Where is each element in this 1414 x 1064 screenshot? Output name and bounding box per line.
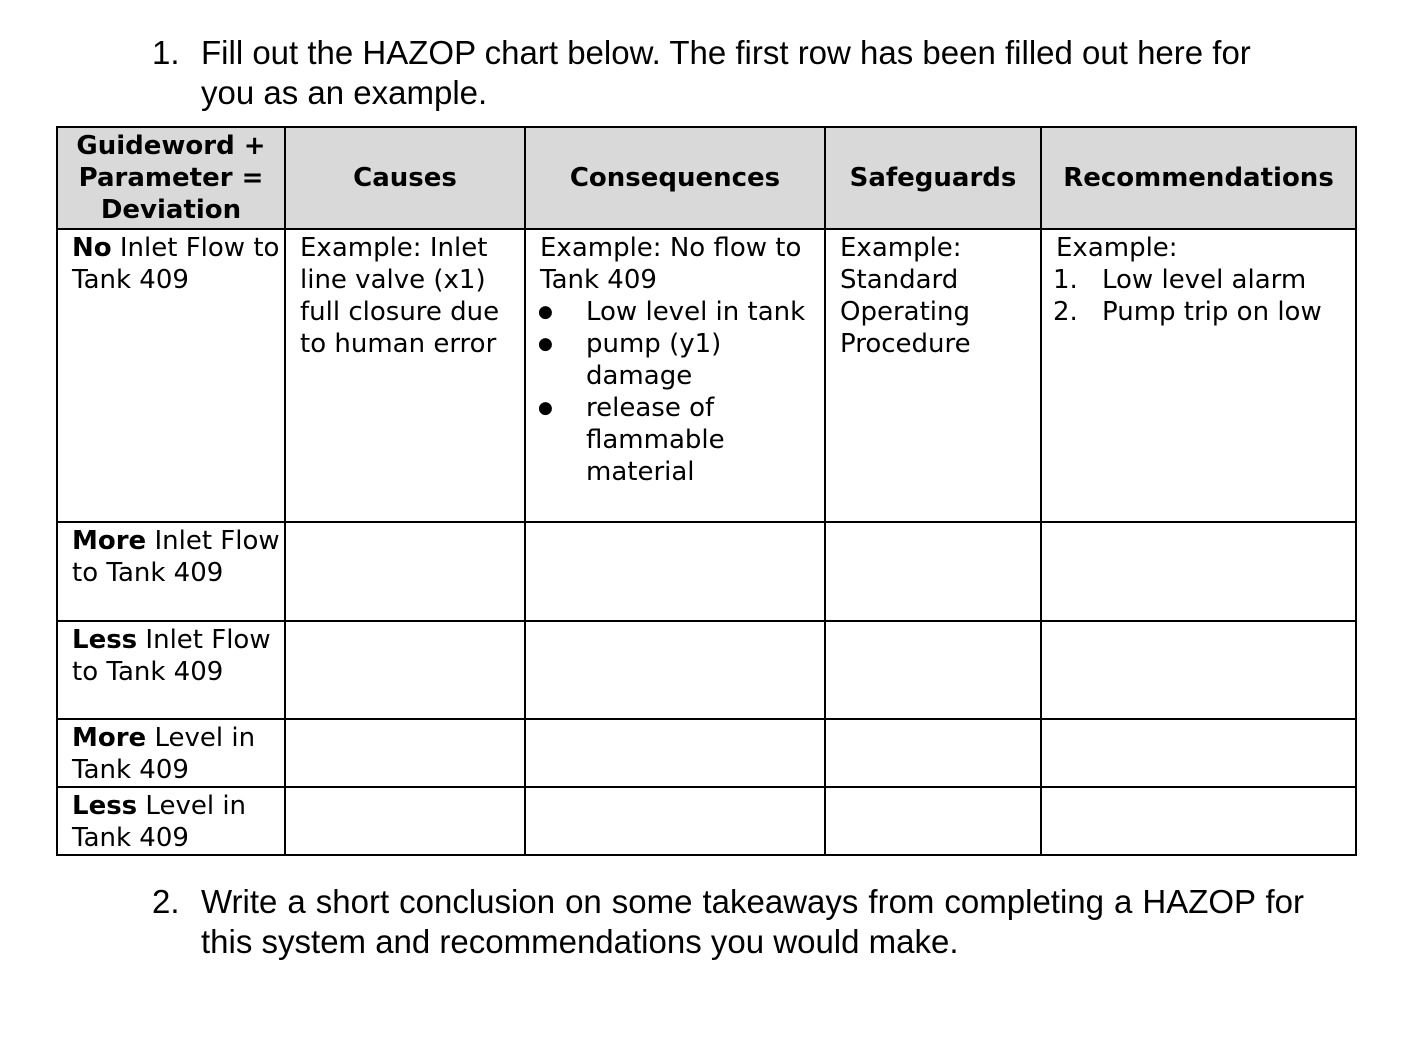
safeguards-cell[interactable] — [825, 787, 1041, 855]
list-item: ● release of flammable material — [540, 392, 824, 488]
recommendations-cell[interactable] — [1041, 787, 1356, 855]
deviation-text: Inlet Flow to Tank 409 — [72, 526, 280, 588]
causes-cell[interactable] — [285, 787, 525, 855]
safeguards-cell: Example: Standard Operating Procedure — [825, 229, 1041, 522]
consequences-cell[interactable] — [525, 787, 825, 855]
question-2-number: 2. — [152, 883, 180, 920]
consequences-cell — [525, 229, 825, 522]
header-consequences: Consequences — [525, 127, 825, 229]
causes-cell[interactable] — [285, 719, 525, 787]
guideword: More — [72, 526, 147, 556]
deviation-cell — [57, 522, 285, 621]
safeguards-cell[interactable] — [825, 522, 1041, 621]
question-1-number: 1. — [152, 34, 180, 71]
list-item: ● Low level in tank — [540, 296, 824, 328]
guideword: No — [72, 233, 112, 263]
guideword: Less — [72, 625, 138, 655]
deviation-text: Level in Tank 409 — [72, 723, 256, 785]
deviation-text: Inlet Flow to Tank 409 — [72, 625, 271, 687]
list-item: 2. Pump trip on low — [1053, 297, 1322, 327]
recommendations-cell[interactable] — [1041, 522, 1356, 621]
header-recommendations: Recommendations — [1041, 127, 1356, 229]
header-deviation: Guideword + Parameter = Deviation — [57, 127, 285, 229]
safeguards-cell[interactable] — [825, 621, 1041, 719]
table-row — [57, 522, 1356, 621]
table-row — [57, 719, 1356, 787]
consequences-intro: Example: No flow to Tank 409 — [540, 233, 802, 295]
deviation-cell — [57, 787, 285, 855]
consequences-cell[interactable] — [525, 522, 825, 621]
recommendations-list — [1053, 264, 1355, 328]
deviation-cell — [57, 229, 285, 522]
causes-cell[interactable] — [285, 522, 525, 621]
deviation-text: Level in Tank 409 — [72, 791, 247, 853]
deviation-cell — [57, 719, 285, 787]
header-row — [57, 127, 1356, 229]
list-item: 1. Low level alarm — [1053, 265, 1307, 295]
guideword: Less — [72, 791, 138, 821]
table-row — [57, 229, 1356, 522]
consequences-list — [540, 296, 824, 488]
causes-cell: Example: Inlet line valve (x1) full closure due to human error — [285, 229, 525, 522]
deviation-text: Inlet Flow to Tank 409 — [72, 233, 280, 295]
header-safeguards: Safeguards — [825, 127, 1041, 229]
question-2-text: Write a short conclusion on some takeaways from completing a HAZOP for this system and recommendations you would make. — [201, 883, 1304, 960]
question-1-text: Fill out the HAZOP chart below. The first row has been filled out here for you as an example. — [201, 34, 1251, 111]
hazop-table — [56, 126, 1357, 856]
causes-cell[interactable] — [285, 621, 525, 719]
safeguards-cell[interactable] — [825, 719, 1041, 787]
recommendations-intro: Example: — [1056, 233, 1178, 263]
table-row — [57, 787, 1356, 855]
deviation-cell — [57, 621, 285, 719]
question-2 — [152, 882, 1304, 962]
recommendations-cell[interactable] — [1041, 621, 1356, 719]
recommendations-cell — [1041, 229, 1356, 522]
guideword: More — [72, 723, 147, 753]
list-item: ● pump (y1) damage — [540, 328, 824, 392]
recommendations-cell[interactable] — [1041, 719, 1356, 787]
consequences-cell[interactable] — [525, 621, 825, 719]
question-1 — [152, 33, 1304, 113]
consequences-cell[interactable] — [525, 719, 825, 787]
header-causes: Causes — [285, 127, 525, 229]
table-row — [57, 621, 1356, 719]
